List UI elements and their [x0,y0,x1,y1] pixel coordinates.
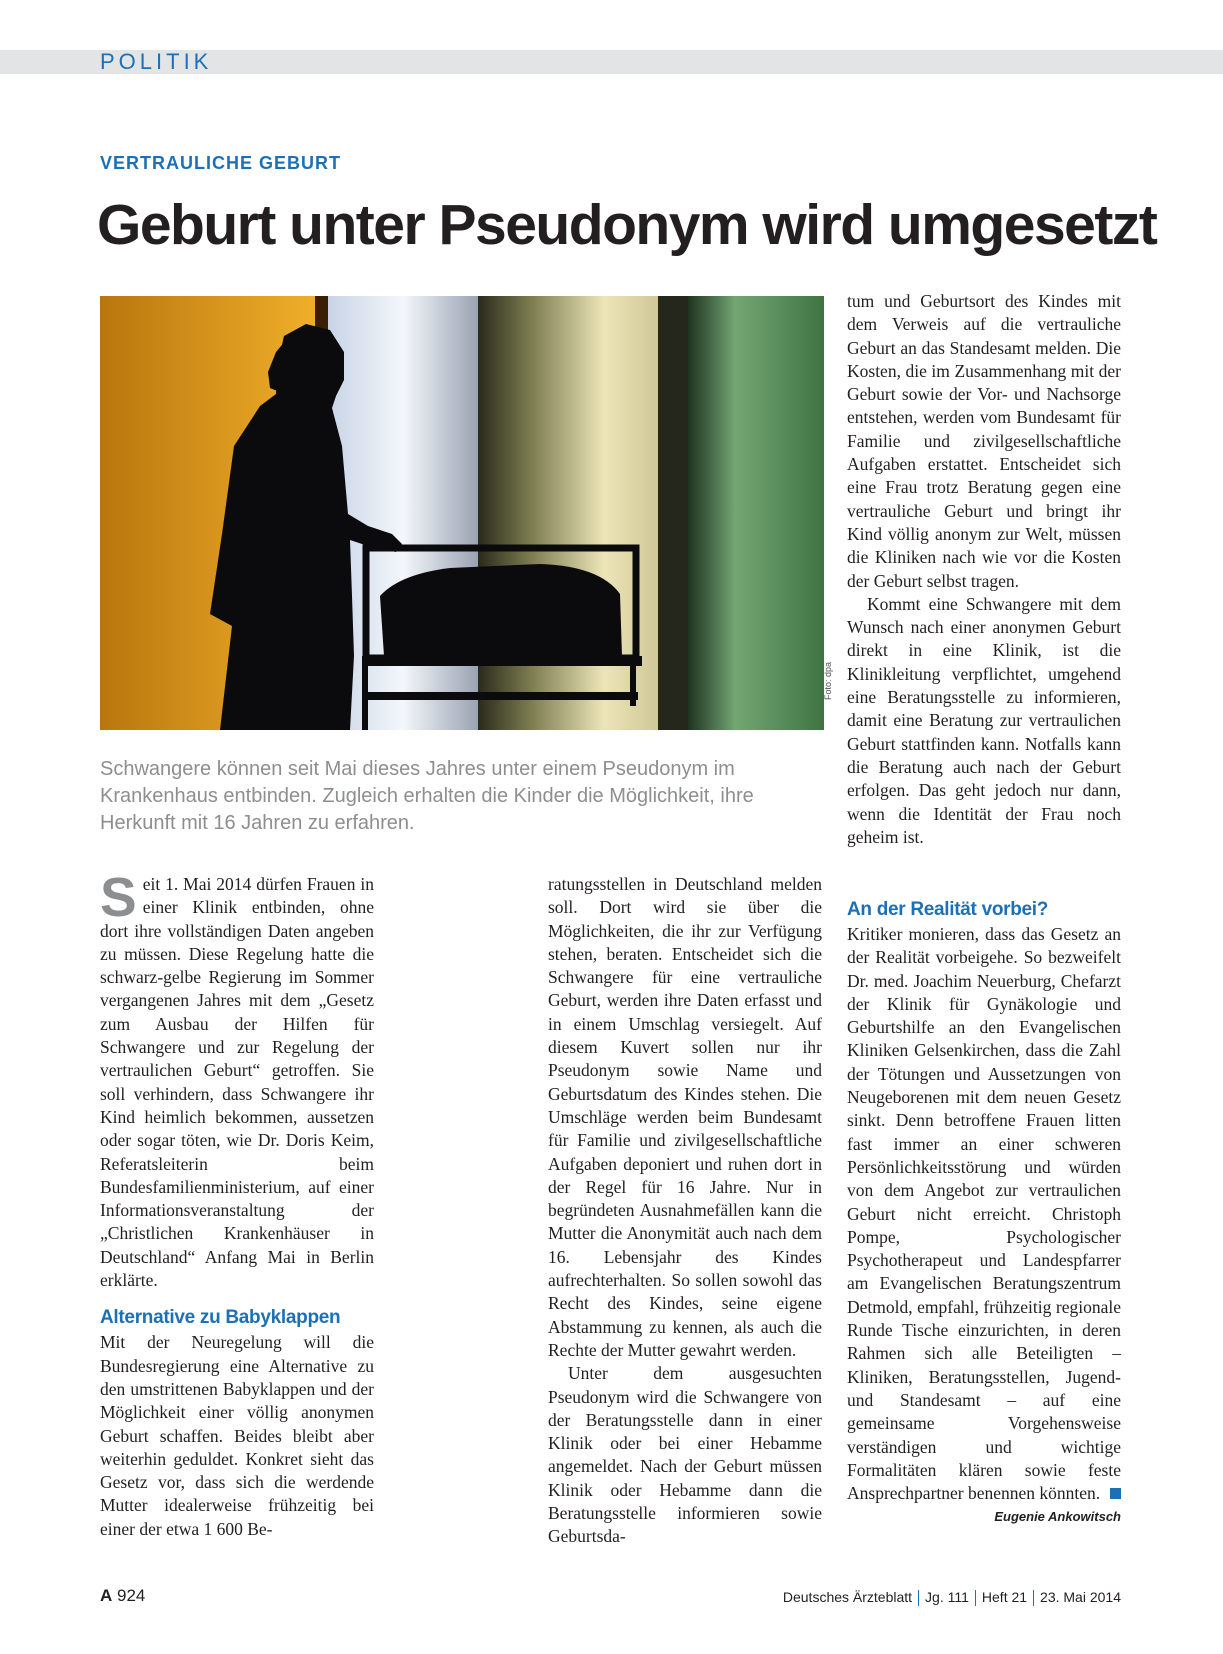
photo-credit: Foto: dpa [823,661,833,700]
article-photo [100,296,824,730]
paragraph-5-text: Kritiker monieren, dass das Gesetz an der Realität vorbeigehe. So bezweifelt Dr. med. Joachim Neuerburg, Chefarzt der Klinik für Gynäkologie und Geburtshilfe an den Evangelischen Kliniken Gelsenkirchen, dass die Zahl der Tötungen und Aussetzungen von Neugeborenen mit dem neuen Gesetz sinkt. Denn betroffene Frauen litten fast immer an einer schweren Persönlichkeitsstörung und würden von dem Angebot zur vertraulichen Geburt nicht erreicht. Christoph Pompe, Psychologischer Psychotherapeut und Landespfarrer am Evangelischen Beratungszentrum Detmold, empfahl, frühzeitig regionale Runde Tische einzurichten, in deren Rahmen sich alle Beteiligten – Kliniken, Beratungsstellen, Jugend- und Standesamt – auf eine gemeinsame Vorgehensweise verständigen und wichtige Formalitäten klären sowie feste Ansprechpartner benennen könnten. [847,924,1121,1504]
article-headline: Geburt unter Pseudonym wird umgesetzt [97,193,1157,257]
text-column-3-top [847,290,1121,849]
subheading-babyklappen: Alternative zu Babyklappen [100,1307,341,1329]
text-column-3-bottom [847,898,1121,1527]
paragraph-2a: Mit der Neuregelung will die Bundesregierung eine Alternative zu den umstrittenen Babyklappen und der Möglichkeit einer völlig anonymen Geburt schaffen. Beides bleibt aber weiterhin geduldet. Konkret sieht das Gesetz vor, dass sich die werdende Mutter idealerweise frühzeitig bei einer der etwa 1 600 Be- [100,1332,374,1539]
issue-date: 23. Mai 2014 [1040,1589,1121,1605]
page-number [100,1585,145,1607]
separator [918,1590,919,1606]
article-kicker: VERTRAULICHE GEBURT [100,153,342,173]
journal-volume: Jg. 111 [925,1589,969,1605]
issue-info [783,1587,1121,1607]
separator [975,1590,976,1606]
journal-name: Deutsches Ärzteblatt [782,1589,913,1605]
article-lead: Schwangere können seit Mai dieses Jahres unter einem Pseudonym im Krankenhaus entbinden. Zugleich erhalten die Kinder die Möglichkeit, ihre Herkunft mit 16 Jahren zu erfahren. [100,758,754,834]
journal-issue: Heft 21 [981,1589,1028,1605]
page-prefix: A [100,1586,113,1605]
paragraph-4: Kommt eine Schwangere mit dem Wunsch nach einer anonymen Geburt direkt in eine Klinik, ist die Klinikleitung verpflichtet, umgehend eine Beratungsstelle zu informieren, damit eine Beratung zur vertraulichen Geburt stattfinden kann. Notfalls kann die Beratung auch nach der Geburt erfolgen. Das geht jedoch nur dann, wenn die Identität der Frau noch geheim ist. [847,593,1121,847]
page-number-value: 924 [117,1586,146,1605]
section-label: POLITIK [100,49,213,74]
drop-cap: S [100,866,137,928]
paragraph-3b: tum und Geburtsort des Kindes mit dem Verweis auf die vertrauliche Geburt an das Standesamt melden. Die Kosten, die im Zusammenhang mit der Geburt sowie der Vor- und Nachsorge entstehen, werden vom Bundesamt für Familie und zivilgesellschaftliche Aufgaben erstattet. Entscheidet sich eine Frau trotz Beratung gegen eine vertrauliche Geburt und bringt ihr Kind völlig anonym zur Welt, müssen die Kliniken nach wie vor die Kosten der Geburt selbst tragen. [847,291,1121,591]
text-column-1 [100,866,374,1541]
paragraph-2b: ratungsstellen in Deutschland melden soll. Dort wird sie über die Möglichkeiten, die ihr zur Verfügung stehen, beraten. Entscheidet sich die Schwangere für eine vertrauliche Geburt, werden ihre Daten erfasst und in einem Umschlag versiegelt. Auf diesem Kuvert sollen nur ihr Pseudonym sowie Name und Geburtsdatum des Kindes stehen. Die Umschläge werden beim Bundesamt für Familie und zivilgesellschaftliche Aufgaben deponiert und ruhen dort in der Regel für 16 Jahre. Nur in begründeten Ausnahmefällen kann die Mutter die Anonymität auch nach dem 16. Lebensjahr des Kindes aufrechterhalten. So sollen sowohl das Recht des Kindes, seine eigene Abstammung zu kennen, als auch die Rechte der Mutter gewahrt werden. [548,874,822,1360]
separator [1033,1590,1034,1606]
author-name: Eugenie Ankowitsch [994,1509,1121,1525]
paragraph-1-text: eit 1. Mai 2014 dürfen Frauen in einer Klinik entbinden, ohne dort ihre vollständigen Daten angeben zu müssen. Diese Regelung hatte die schwarz-gelbe Regierung im Sommer vergangenen Jahres mit dem „Gesetz zum Ausbau der Hilfen für Schwangere und zur Regelung der vertraulichen Geburt“ getroffen. Sie soll verhindern, dass Schwangere ihr Kind heimlich bekommen, aussetzen oder sogar töten, wie Dr. Doris Keim, Referatsleiterin beim Bundesfamilienministerium, auf einer Informationsveranstaltung der „Christlichen Krankenhäuser in Deutschland“ Anfang Mai in Berlin erklärte. [100,874,374,1291]
page-footer [100,1585,1121,1609]
paragraph-5 [847,923,1121,1505]
paragraph-3: Unter dem ausgesuchten Pseudonym wird die Schwangere von der Beratungsstelle dann in einer Klinik oder bei einer Hebamme angemeldet. Nach der Geburt müssen Klinik oder Hebamme dann die Beratungsstelle informieren sowie Geburtsda- [548,1363,822,1547]
subheading-realitaet: An der Realität vorbei? [847,899,1049,920]
end-mark-icon [1110,1488,1121,1499]
paragraph-1 [100,866,374,1292]
text-column-2 [548,873,822,1549]
